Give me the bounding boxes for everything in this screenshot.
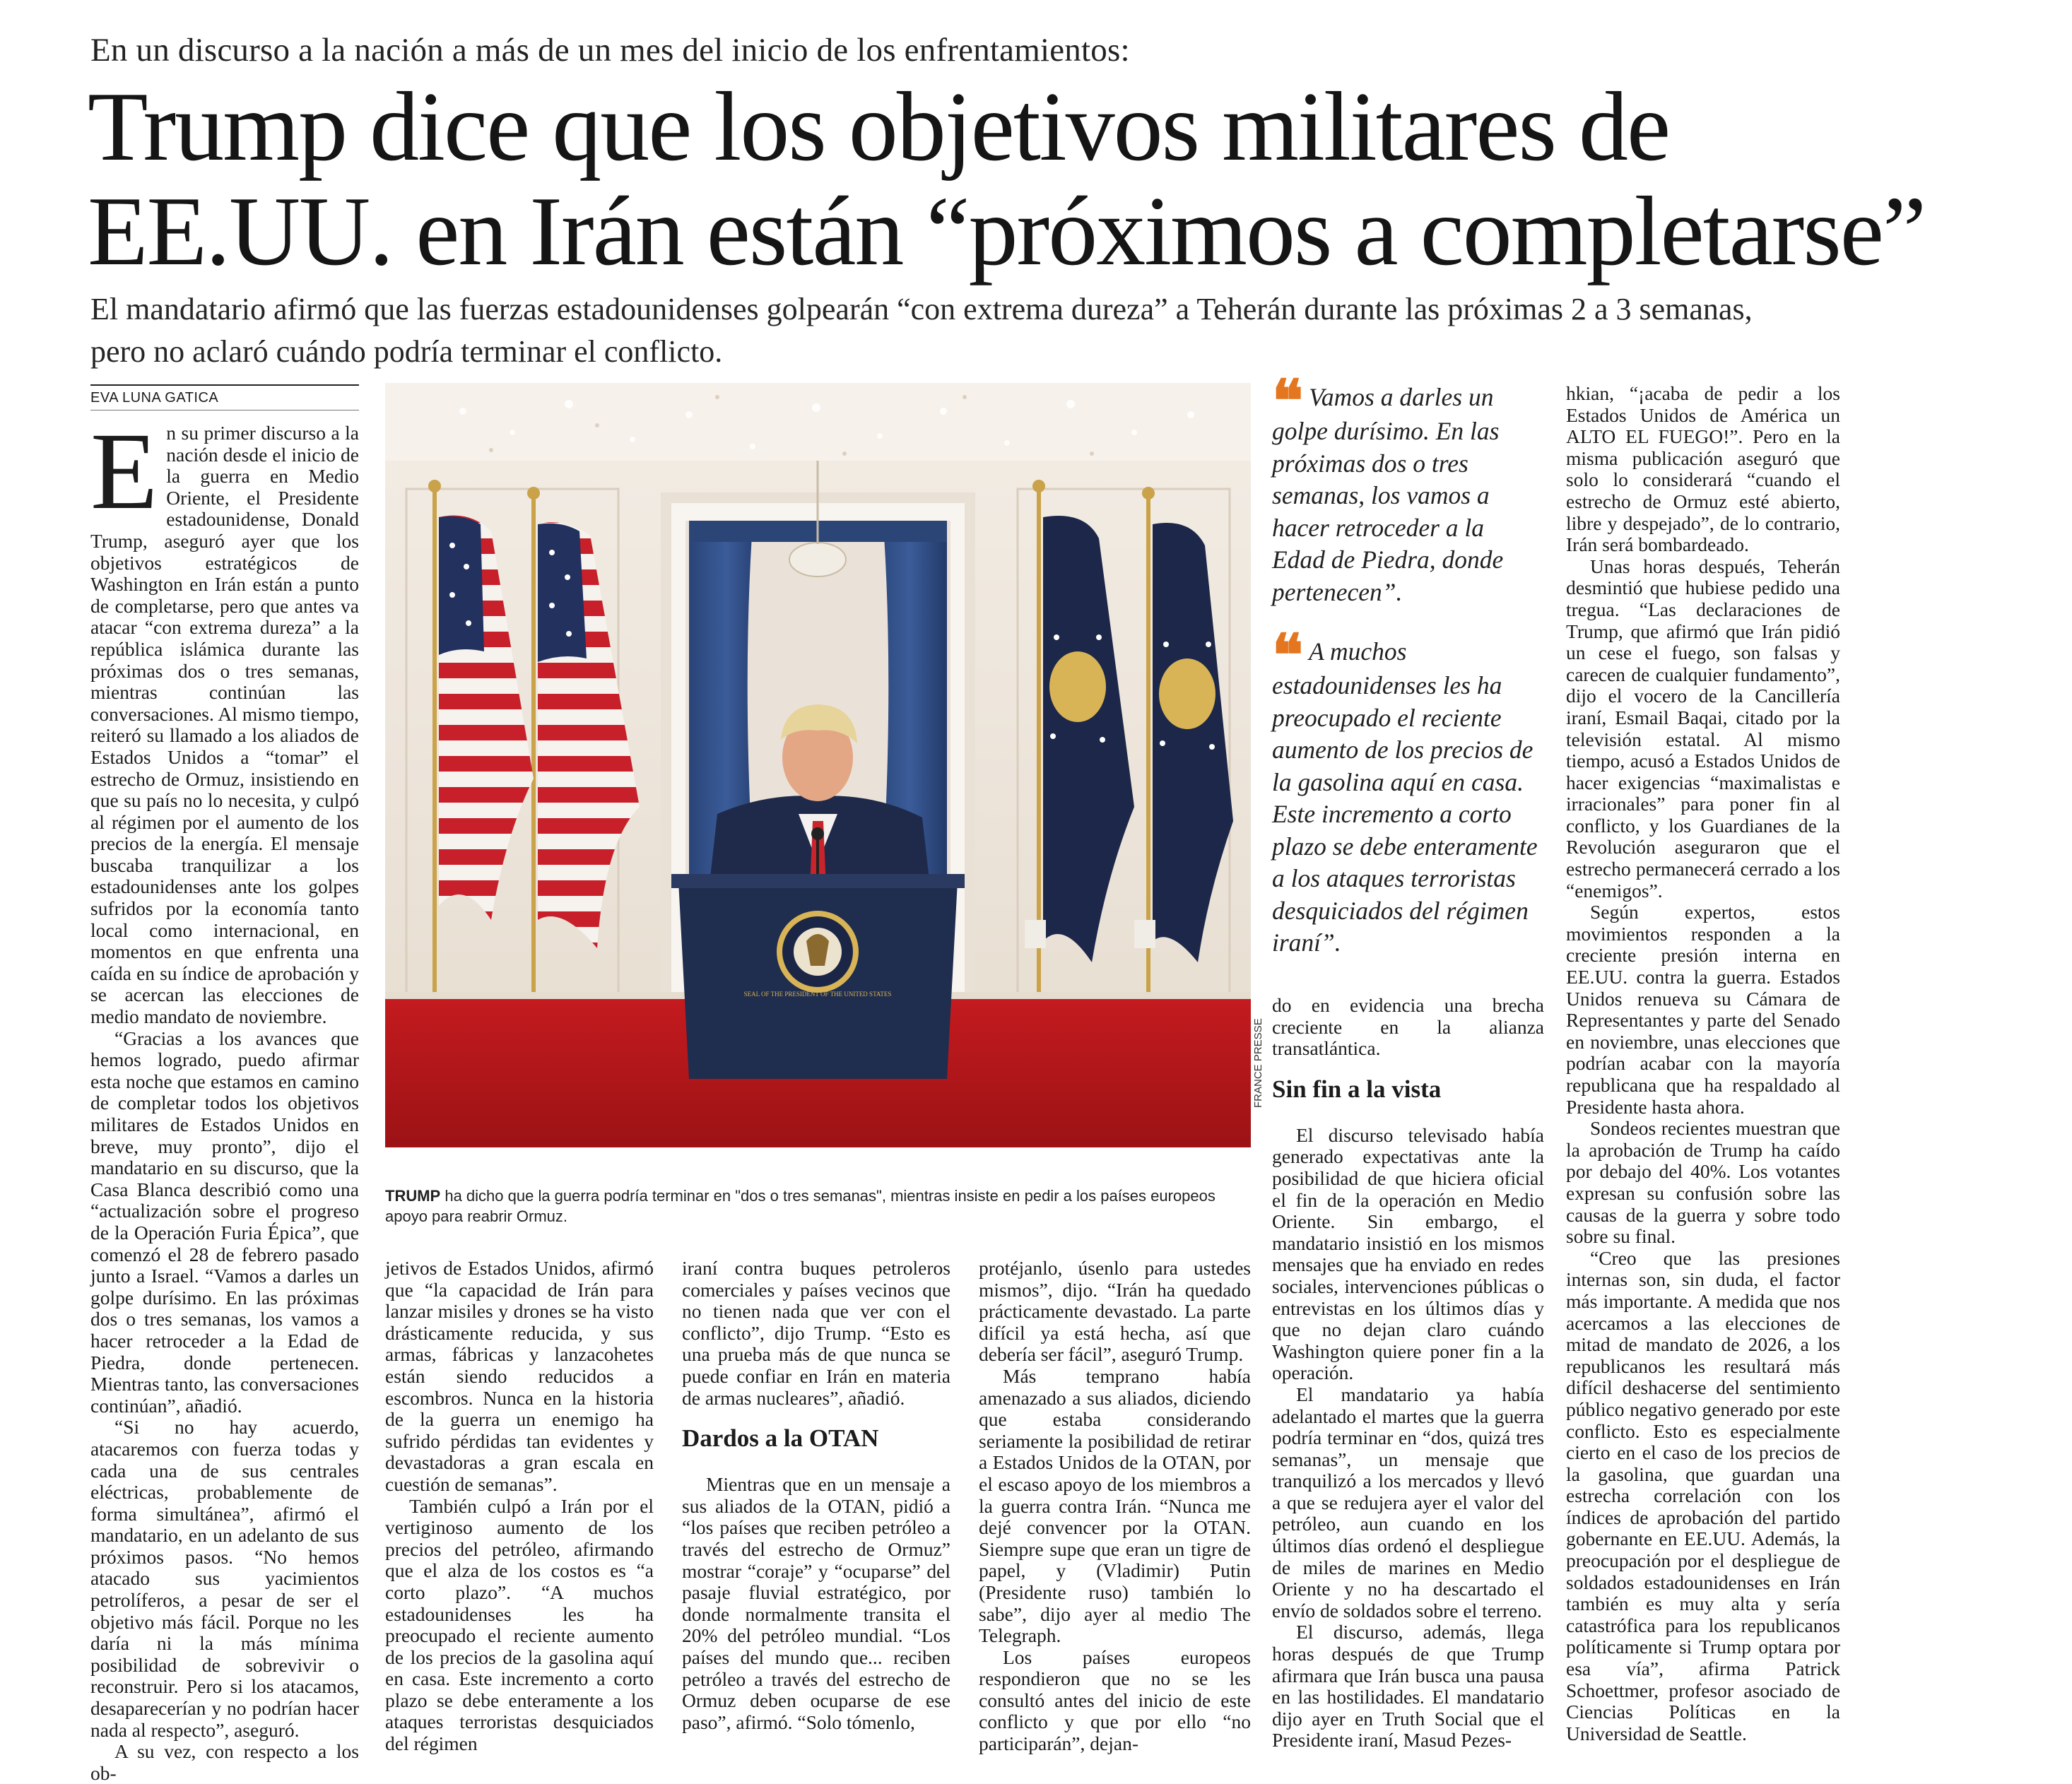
subheading: Sin fin a la vista [1272, 1075, 1442, 1103]
caption-text: ha dicho que la guerra podría terminar en "dos o tres semanas", mientras insiste en pedir a los países europeos apoyo para reabrir Ormuz. [385, 1187, 1215, 1225]
deck-subtitle: El mandatario afirmó que las fuerzas estadounidenses golpearán “con extrema dureza” a Teherán durante las próximas 2 a 3 semanas, pero no aclaró cuándo podría terminar el conflicto. [90, 292, 1753, 369]
byline: EVA LUNA GATICA [90, 384, 359, 410]
paragraph: “Gracias a los avances que hemos logrado, puedo afirmar esta noche que estamos en camino de completar todos los objetivos militares de Estados Unidos en breve, muy pronto”, dijo el mandatario en su discurso, que la Casa Blanca describió como una “actualización sobre el progreso de la Operación Furia Épica”, que comenzó el 28 de febrero pasado junto a Israel. “Vamos a darles un golpe durísimo. En las próximas dos o tres semanas, los vamos a hacer retroceder a la Edad de Piedra, donde pertenecen. Mientras tanto, las conversaciones continúan”, añadió. [90, 1027, 359, 1417]
podium-seal-text: SEAL OF THE PRESIDENT OF THE UNITED STATES [743, 991, 892, 998]
paragraph: n su primer discurso a la nación desde el inicio de la guerra en Medio Oriente, el Presidente estadounidense, Donald Trump, aseguró ayer que los objetivos estratégicos de Washington en Irán están a punto de completarse, pero que antes va atacar “con extrema dureza” a la república islámica durante las próximas dos o tres semanas, mientras continúan las conversaciones. Al mismo tiempo, reiteró su llamado a los aliados de Estados Unidos a “tomar” el estrecho de Ormuz, insistiendo en que su país no lo necesita, y culpó al régimen por el aumento de los precios de la energía. El mensaje buscaba tranquilizar a los estadounidenses ante los golpes sufridos por la economía tanto local como internacional, en momentos en que enfrenta una caída en su índice de aprobación y se acercan las elecciones de medio mandato de noviembre. [90, 422, 359, 1028]
paragraph: hkian, “¡acaba de pedir a los Estados Unidos de América un ALTO EL FUEGO!”. Pero en la misma publicación aseguró que solo lo considerará “cuando el estrecho de Ormuz esté abierto, libre y despejado”, de lo contrario, Irán será bombardeado. [1566, 382, 1840, 556]
paragraph: A su vez, con respecto a los ob- [90, 1740, 359, 1784]
photo-caption [385, 1186, 1251, 1227]
headline-line-1: Trump dice que los objetivos militares de [88, 72, 1670, 182]
paragraph: Más temprano había amenazado a sus aliados, diciendo que estaba considerando seriamente la posibilidad de retirar a Estados Unidos de la OTAN, por el escaso apoyo de los miembros a la guerra contra Irán. “Nunca me dejé convencer por la OTAN. Siempre supe que eran un tigre de papel, y (Vladimir) Putin (Presidente ruso) también lo sabe”, dijo ayer al medio The Telegraph. [979, 1364, 1251, 1647]
paragraph: El discurso televisado había generado expectativas ante la posibilidad de que hiciera oficial el fin de la operación en Medio Oriente. Sin embargo, el mandatario insistió en los mismos mensajes que ha enviado en redes sociales, intervenciones públicas o entrevistas en los últimos días y que no dejan claro cuándo Washington quiere poner fin a la operación. [1272, 1123, 1544, 1384]
pull-quote-text: Vamos a darles un golpe durísimo. En las próximas dos o tres semanas, los vamos a hacer retroceder a la Edad de Piedra, donde pertenecen”. [1272, 383, 1504, 606]
news-photo [385, 383, 1251, 1147]
photo-credit: FRANCE PRESSE [1252, 1018, 1264, 1108]
paragraph: “Creo que las presiones internas son, sin duda, el factor más importante. A medida que nos acercamos a las elecciones de mitad de mandato de 2026, a los republicanos les resultará más difícil deshacerse del sentimiento público negativo generado por este conflicto. Esto es especialmente cierto en el caso de los precios de la gasolina, que guardan una estrecha correlación con los índices de aprobación del partido gobernante en EE.UU. Además, la preocupación por el despliegue de soldados estadounidenses en Irán también es muy alta y sería catastrófica para los republicanos políticamente si Trump optara por esa vía”, afirma Patrick Schoettmer, profesor asociado de Ciencias Políticas en la Universidad de Seattle. [1566, 1246, 1840, 1744]
paragraph: protéjanlo, úsenlo para ustedes mismos”, dijo. “Irán ha quedado prácticamente devastado. La parte difícil ya está hecha, así que debería ser fácil”, aseguró Trump. [979, 1257, 1251, 1366]
kicker: En un discurso a la nación a más de un mes del inicio de los enfrentamientos: [90, 32, 1130, 69]
paragraph: El mandatario ya había adelantado el martes que la guerra podría terminar en “dos, quizá tres semanas”, un mensaje que tranquilizó a los mercados y llevó a que se redujera ayer el valor del petróleo, aun cuando en los últimos días ordenó el despliegue de miles de marines en Medio Oriente y no ha descartado el envío de soldados sobre el terreno. [1272, 1383, 1544, 1621]
body-column-6 [1566, 382, 1840, 1744]
drop-cap: E [90, 410, 158, 532]
paragraph: Mientras que en un mensaje a sus aliados de la OTAN, pidió a “los países que reciben petróleo a través del estrecho de Ormuz” mostrar “coraje” y “ocuparse” del pasaje fluvial estratégico, por donde normalmente transita el 20% del petróleo mundial. “Los países del mundo que... reciben petróleo a través del estrecho de Ormuz deben ocuparse de ese paso”, afirmó. “Solo tómenlo, [682, 1473, 950, 1733]
paragraph: El discurso, además, llega horas después de que Trump afirmara que Irán busca una pausa en las hostilidades. El mandatario dijo ayer en Truth Social que el Presidente iraní, Masud Pezes- [1272, 1621, 1544, 1751]
paragraph: do en evidencia una brecha creciente en la alianza transatlántica. [1272, 994, 1544, 1060]
paragraph: Los países europeos respondieron que no se les consultó antes del inicio de este conflicto y que por ello “no participarán”, dejan- [979, 1646, 1251, 1755]
paragraph: jetivos de Estados Unidos, afirmó que “la capacidad de Irán para lanzar misiles y drones se ha visto drásticamente reducida, y sus armas, fábricas y lanzacohetes están siendo reducidos a escombros. Nunca en la historia de la guerra un enemigo ha sufrido pérdidas tan evidentes y devastadoras a gran escala en cuestión de semanas”. [385, 1257, 654, 1495]
body-column-4 [979, 1257, 1251, 1755]
caption-lead: TRUMP [385, 1187, 441, 1205]
paragraph: iraní contra buques petroleros comerciales y países vecinos que no tienen nada que ver con el conflicto”, dijo Trump. “Esto es una prueba más de que nunca se puede confiar en Irán en materia de armas nucleares”, añadió. [682, 1257, 950, 1409]
paragraph: Sondeos recientes muestran que la aprobación de Trump ha caído por debajo del 40%. Los votantes expresan su confusión sobre las causas de la guerra y sobre todo sobre su final. [1566, 1117, 1840, 1248]
body-column-2 [385, 1257, 654, 1755]
body-column-3 [682, 1257, 950, 1733]
paragraph: “Si no hay acuerdo, atacaremos con fuerza todas y cada una de sus centrales eléctricas, probablemente de forma simultánea”, afirmó el mandatario, en un adelanto de sus próximos pasos. “No hemos atacado sus yacimientos petrolíferos, a pesar de ser el objetivo más fácil. Porque no les daría ni la más mínima posibilidad de sobrevivir o reconstruir. Pero si los atacamos, desaparecerían y no podrían hacer nada al respecto”, aseguró. [90, 1416, 359, 1741]
headline [88, 72, 1996, 286]
headline-line-2: EE.UU. en Irán están “próximos a completarse” [88, 177, 1926, 286]
paragraph: Según expertos, estos movimientos responden a la creciente presión interna en EE.UU. contra la guerra. Estados Unidos renueva su Cámara de Representantes y parte del Senado en noviembre, unas elecciones que podrían acabar con la mayoría republicana que ha respaldado al Presidente hasta ahora. [1566, 901, 1840, 1118]
pull-quote-text: A muchos estadounidenses les ha preocupado el reciente aumento de los precios de la gasolina aquí en casa. Este incremento a corto plazo se debe enteramente a los ataques terroristas desquiciados del régimen iraní”. [1272, 637, 1538, 957]
body-column-5 [1272, 994, 1544, 1751]
pull-quote-2 [1272, 622, 1541, 959]
paragraph: También culpó a Irán por el vertiginoso aumento de los precios del petróleo, afirmando que el alza de los costos es “a corto plazo”. “A muchos estadounidenses les ha preocupado el reciente aumento de los precios de la gasolina aquí en casa. Este incremento a corto plazo se debe enteramente a los ataques terroristas desquiciados del régimen [385, 1494, 654, 1755]
quote-mark-icon: ❝ [1272, 622, 1297, 690]
body-column-1 [90, 410, 359, 1784]
pull-quote-1 [1272, 367, 1541, 608]
quote-mark-icon: ❝ [1272, 367, 1297, 435]
paragraph: Unas horas después, Teherán desmintió que hubiese pedido una tregua. “Las declaraciones de Trump, que afirmó que Irán pidió un cese el fuego, son falsas y carecen de cualquier fundamento”, dijo el vocero de la Cancillería iraní, Esmail Baqai, citado por la televisión estatal. Al mismo tiempo, acusó a Estados Unidos de hacer exigencias “maximalistas e irracionales” para poner fin al conflicto, y los Guardianes de la Revolución aseguraron que el estrecho permanecerá cerrado a los “enemigos”. [1566, 555, 1840, 902]
subheading: Dardos a la OTAN [682, 1424, 879, 1453]
